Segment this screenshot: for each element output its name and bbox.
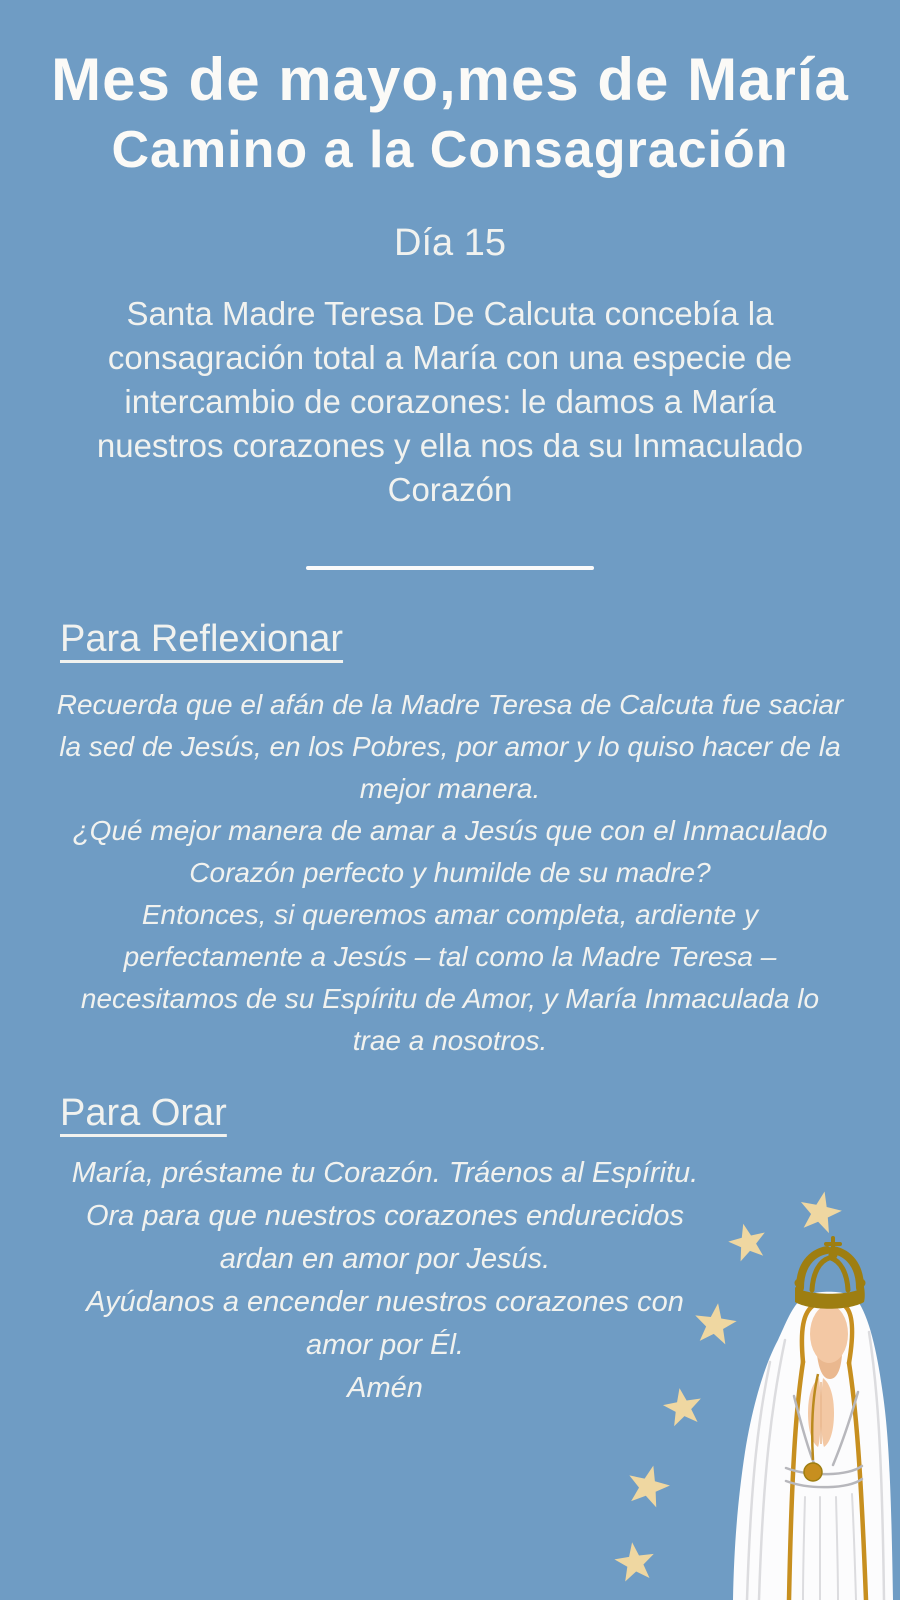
- reflect-line: Corazón perfecto y humilde de su madre?: [189, 857, 711, 888]
- intro-line: consagración total a María con una especie de: [107, 339, 793, 376]
- reflect-line: Entonces, si queremos amar completa, ardiente y: [141, 899, 759, 930]
- virgin-mary-illustration: [560, 1150, 900, 1600]
- prayer-line: María, préstame tu Corazón. Tráenos al Espíritu.: [71, 1157, 699, 1189]
- prayer-line: Ora para que nuestros corazones endurecidos: [85, 1200, 685, 1232]
- intro-line: intercambio de corazones: le damos a María: [124, 383, 776, 420]
- intro-paragraph: [0, 292, 900, 512]
- crown-icon: [795, 1238, 866, 1309]
- reflect-line: perfectamente a Jesús – tal como la Madre Teresa –: [123, 941, 777, 972]
- prayer-line: Ayúdanos a encender nuestros corazones con: [86, 1286, 684, 1318]
- reflect-line: Recuerda que el afán de la Madre Teresa de Calcuta fue saciar: [56, 689, 844, 720]
- intro-line: nuestros corazones y ella nos da su Inmaculado: [96, 427, 804, 464]
- reflect-line: ¿Qué mejor manera de amar a Jesús que con el Inmaculado: [72, 815, 828, 846]
- reflect-line: necesitamos de su Espíritu de Amor, y María Inmaculada lo: [80, 983, 820, 1014]
- star-icon: [612, 1540, 657, 1583]
- star-icon: [692, 1300, 739, 1345]
- reflect-line: la sed de Jesús, en los Pobres, por amor y lo quiso hacer de la: [59, 731, 841, 762]
- star-icon: [661, 1385, 705, 1428]
- star-icon: [623, 1461, 673, 1510]
- prayer-line: amor por Él.: [306, 1329, 464, 1361]
- day-label: Día 15: [394, 222, 506, 264]
- reflect-line: mejor manera.: [359, 773, 541, 804]
- prayer-line: Amén: [347, 1372, 423, 1404]
- intro-line: Santa Madre Teresa De Calcuta concebía la: [126, 295, 774, 332]
- pray-heading: Para Orar: [60, 1092, 227, 1134]
- section-divider: [306, 566, 594, 570]
- page-title: Mes de mayo,mes de María: [51, 46, 849, 113]
- prayer-line: ardan en amor por Jesús.: [219, 1243, 551, 1275]
- reflect-heading: Para Reflexionar: [60, 618, 344, 660]
- intro-line: Corazón: [387, 471, 513, 508]
- star-icon: [725, 1219, 770, 1263]
- star-icon: [796, 1187, 845, 1235]
- page-subtitle: Camino a la Consagración: [111, 121, 789, 179]
- virgin-mary-figure: [733, 1238, 893, 1600]
- reflect-line: trae a nosotros.: [352, 1025, 548, 1056]
- reflect-paragraph: [0, 684, 900, 1062]
